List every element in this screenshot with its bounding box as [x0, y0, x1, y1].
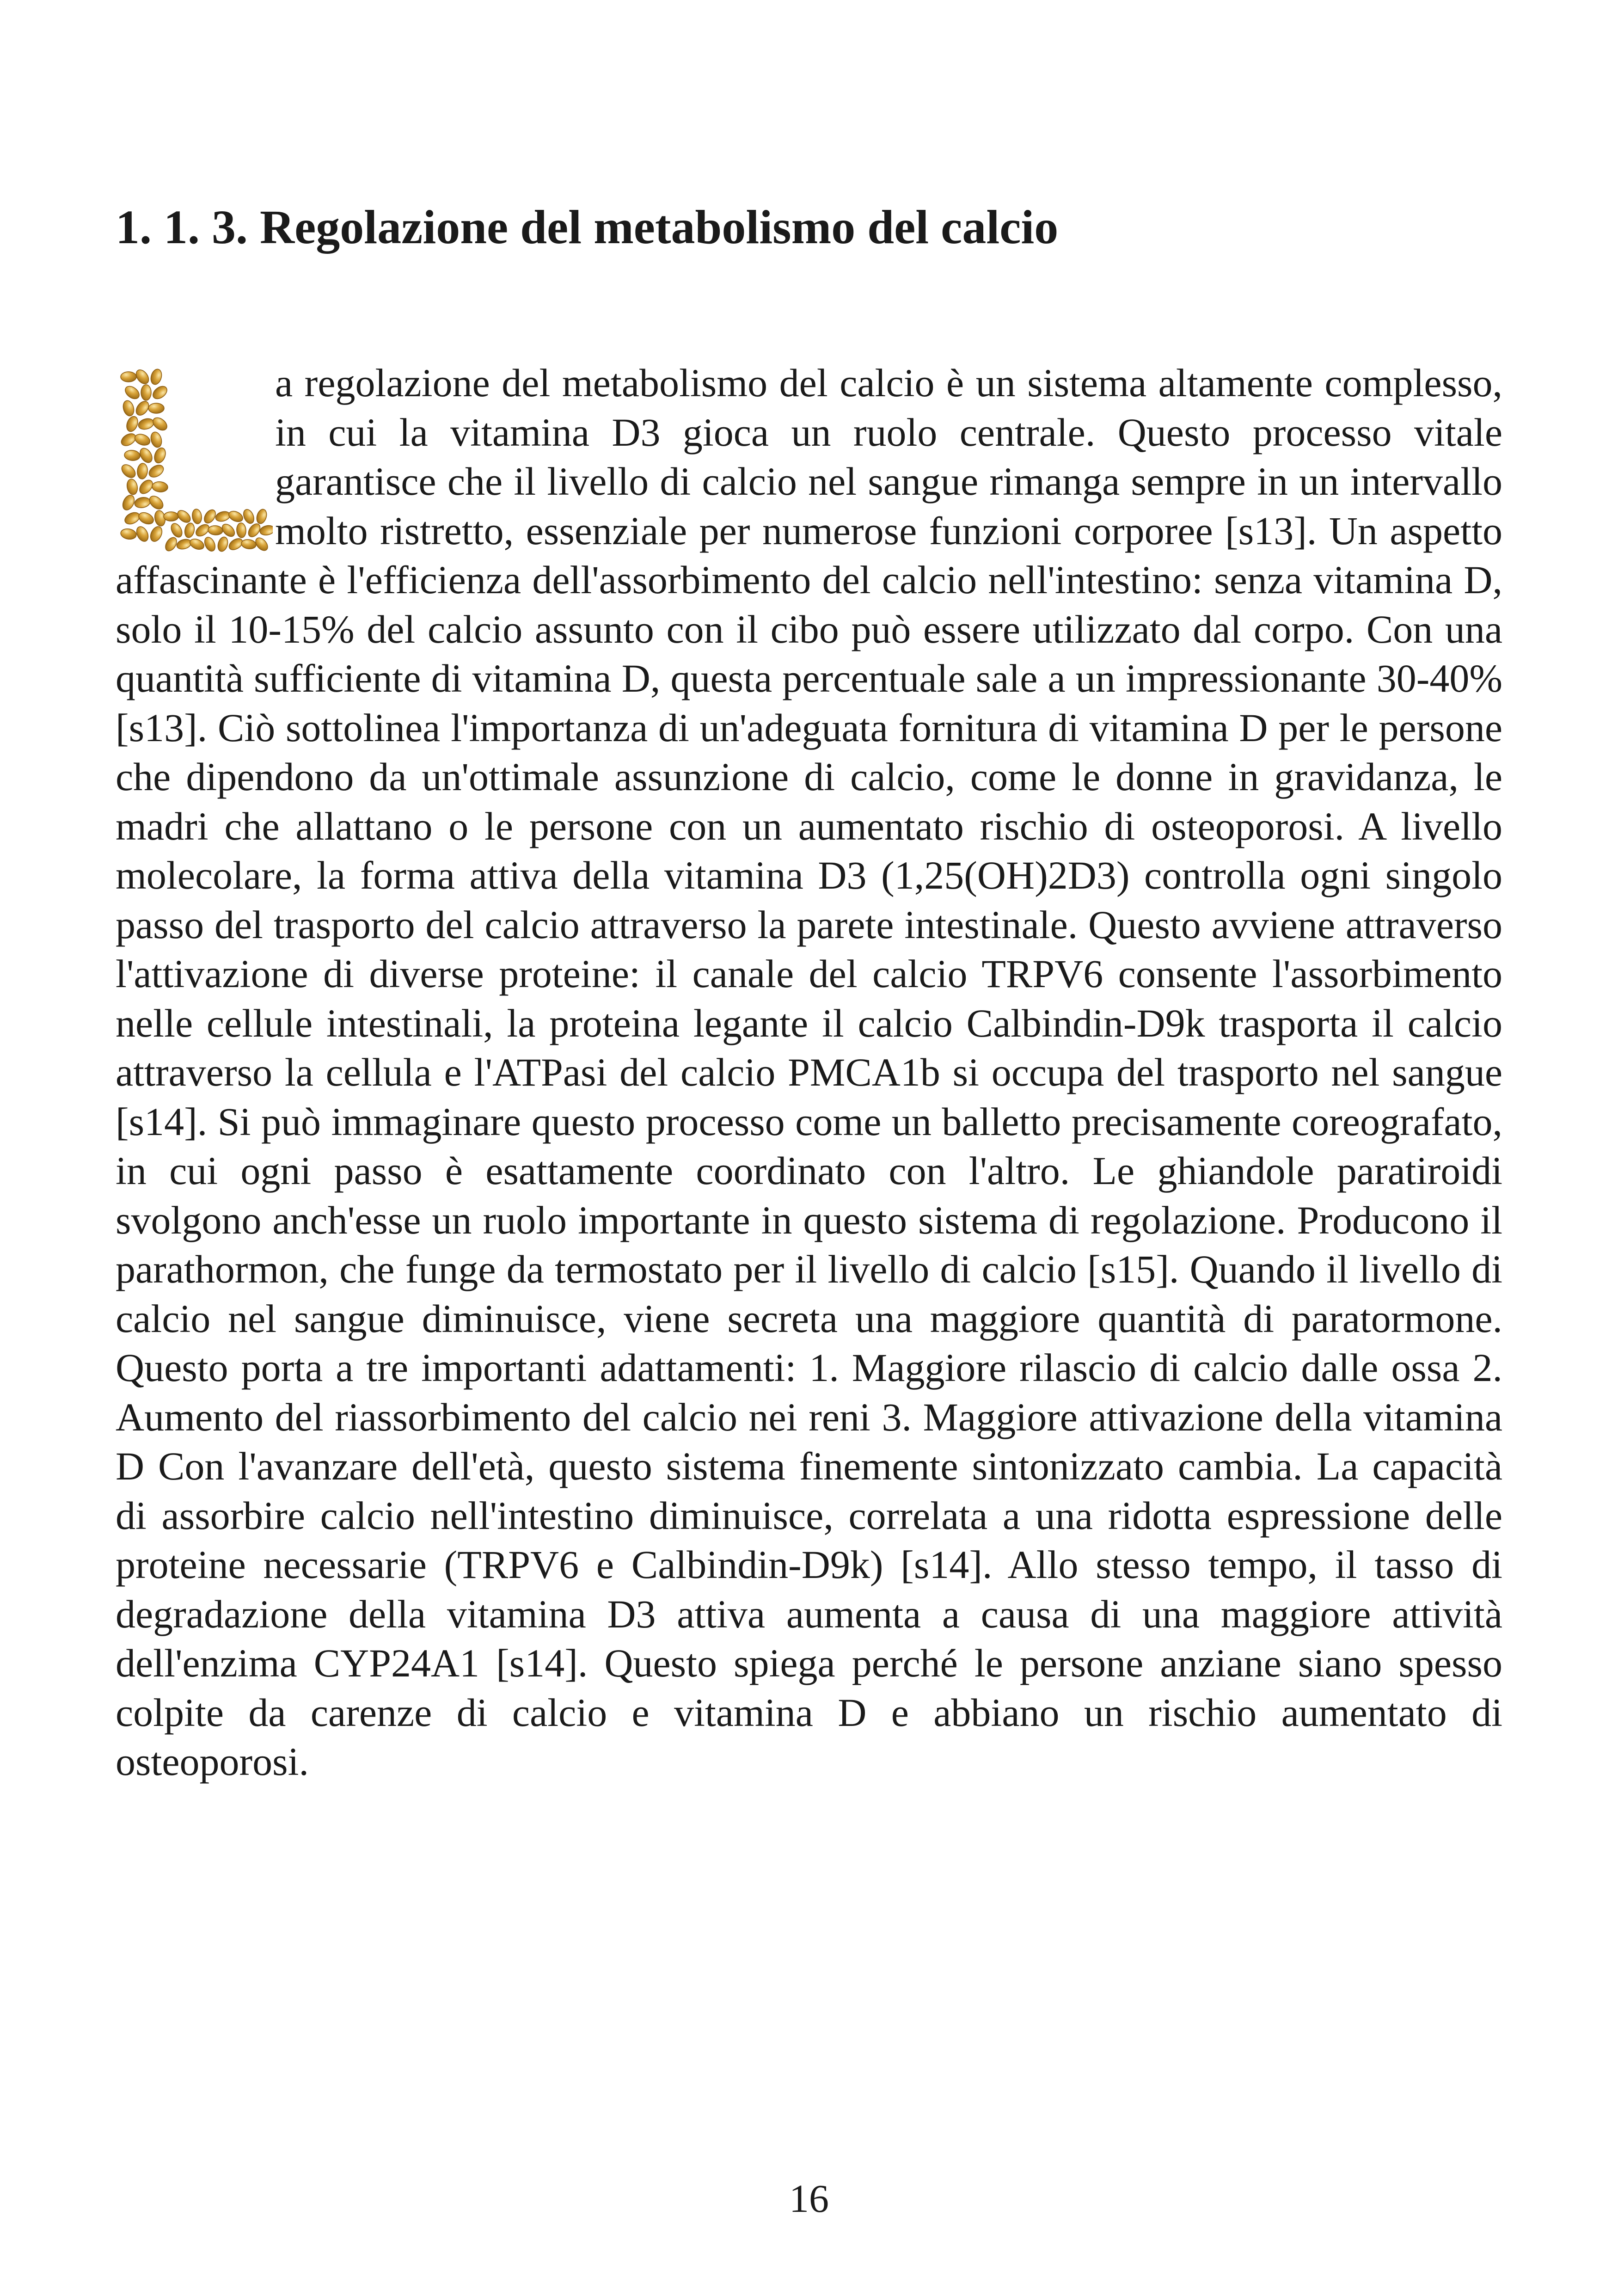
body-text: a regolazione del metabolismo del calcio è un sistema altamente complesso, in cui la vitamina D3 gioca un ruolo centrale. Questo processo vitale garantisce che il livello di calcio nel sangue rimanga sempre in un intervallo molto ristretto, essenziale per numerose funzioni corporee [s13]. Un aspetto affascinante è l'efficienza dell'assorbimento del calcio nell'intestino: senza vitamina D, solo il 10-15% del calcio assunto con il cibo può essere utilizzato dal corpo. Con una quantità sufficiente di vitamina D, questa percentuale sale a un impressionante 30-40% [s13]. Ciò sottolinea l'importanza di un'adeguata fornitura di vitamina D per le persone che dipendono da un'ottimale assunzione di calcio, come le donne in gravidanza, le madri che allattano o le persone con un aumentato rischio di osteoporosi. A livello molecolare, la forma attiva della vitamina D3 (1,25(OH)2D3) controlla ogni singolo passo del trasporto del calcio attraverso la parete intestinale. Questo avviene attraverso l'attivazione di diverse proteine: il canale del calcio TRPV6 consente l'assorbimento nelle cellule intestinali, la proteina legante il calcio Calbindin-D9k trasporta il calcio attraverso la cellula e l'ATPasi del calcio PMCA1b si occupa del trasporto nel sangue [s14]. Si può immaginare questo processo come un balletto precisamente coreografato, in cui ogni passo è esattamente coordinato con l'altro. Le ghiandole paratiroidi svolgono anch'esse un ruolo importante in questo sistema di regolazione. Producono il parathormon, che funge da termostato per il livello di calcio [s15]. Quando il livello di calcio nel sangue diminuisce, viene secreta una maggiore quantità di paratormone. Questo porta a tre importanti adattamenti: 1. Maggiore rilascio di calcio dalle ossa 2. Aumento del riassorbimento del calcio nei reni 3. Maggiore attivazione della vitamina D Con l'avanzare dell'età, questo sistema finemente sintonizzato cambia. La capacità di assorbire calcio nell'intestino diminuisce, correlata a una ridotta espressione delle proteine necessarie (TRPV6 e Calbindin-D9k) [s14]. Allo stesso tempo, il tasso di degradazione della vitamina D3 attiva aumenta a causa di una maggiore attività dell'enzima CYP24A1 [s14]. Questo spiega perché le persone anziane siano spesso colpite da carenze di calcio e vitamina D e abbiano un rischio aumentato di osteoporosi. [116, 361, 1502, 1784]
seed-shape [133, 432, 152, 448]
seed-shape [208, 525, 223, 535]
seed-shape [141, 385, 151, 400]
seed-shape [134, 496, 151, 509]
seed-shape [163, 535, 179, 553]
seed-shape [148, 525, 165, 543]
seed-shape [184, 522, 196, 538]
seed-shape [121, 493, 137, 512]
seed-shape [148, 403, 164, 413]
seed-shape [175, 508, 192, 525]
seed-shape [123, 384, 141, 401]
seed-shape [216, 536, 229, 553]
seed-shape [153, 446, 168, 465]
seed-shape [255, 508, 268, 525]
seed-shape [152, 481, 168, 493]
seed-shape [215, 510, 231, 523]
seed-shape [202, 535, 217, 553]
seed-shape [138, 446, 155, 465]
seed-shape [137, 463, 148, 479]
section-title: 1. 1. 3. Regolazione del metabolismo del calcio [116, 201, 1059, 254]
seed-shape [134, 525, 150, 543]
page-number: 16 [789, 2176, 829, 2221]
seed-shape [149, 431, 164, 449]
seed-shape [137, 417, 155, 431]
seed-shape [121, 372, 136, 382]
seed-shape [202, 508, 218, 525]
seed-shape [149, 368, 164, 386]
seed-shape [236, 522, 246, 538]
seed-shape [188, 537, 205, 551]
seed-shape [151, 384, 169, 401]
seed-shape [227, 509, 244, 524]
seed-shape [164, 512, 178, 521]
seed-shape [125, 415, 140, 433]
seed-shape [147, 463, 165, 480]
seed-shape [147, 493, 165, 511]
seed-shape [241, 508, 256, 525]
seed-shape [126, 478, 139, 496]
seed-shape [169, 522, 184, 539]
seed-shape [176, 538, 192, 551]
seed-shape [119, 462, 138, 480]
seed-shape [137, 510, 155, 527]
seed-shape [120, 528, 137, 540]
seed-shape [124, 450, 141, 461]
drop-cap-letter [116, 364, 273, 561]
seed-shape [151, 415, 169, 433]
seed-shape [259, 524, 273, 536]
seed-shape [122, 399, 136, 417]
body-paragraph [116, 358, 1502, 1786]
seed-shape [241, 539, 257, 550]
seed-shape [191, 509, 202, 524]
seed-letter-L-icon [116, 364, 273, 561]
